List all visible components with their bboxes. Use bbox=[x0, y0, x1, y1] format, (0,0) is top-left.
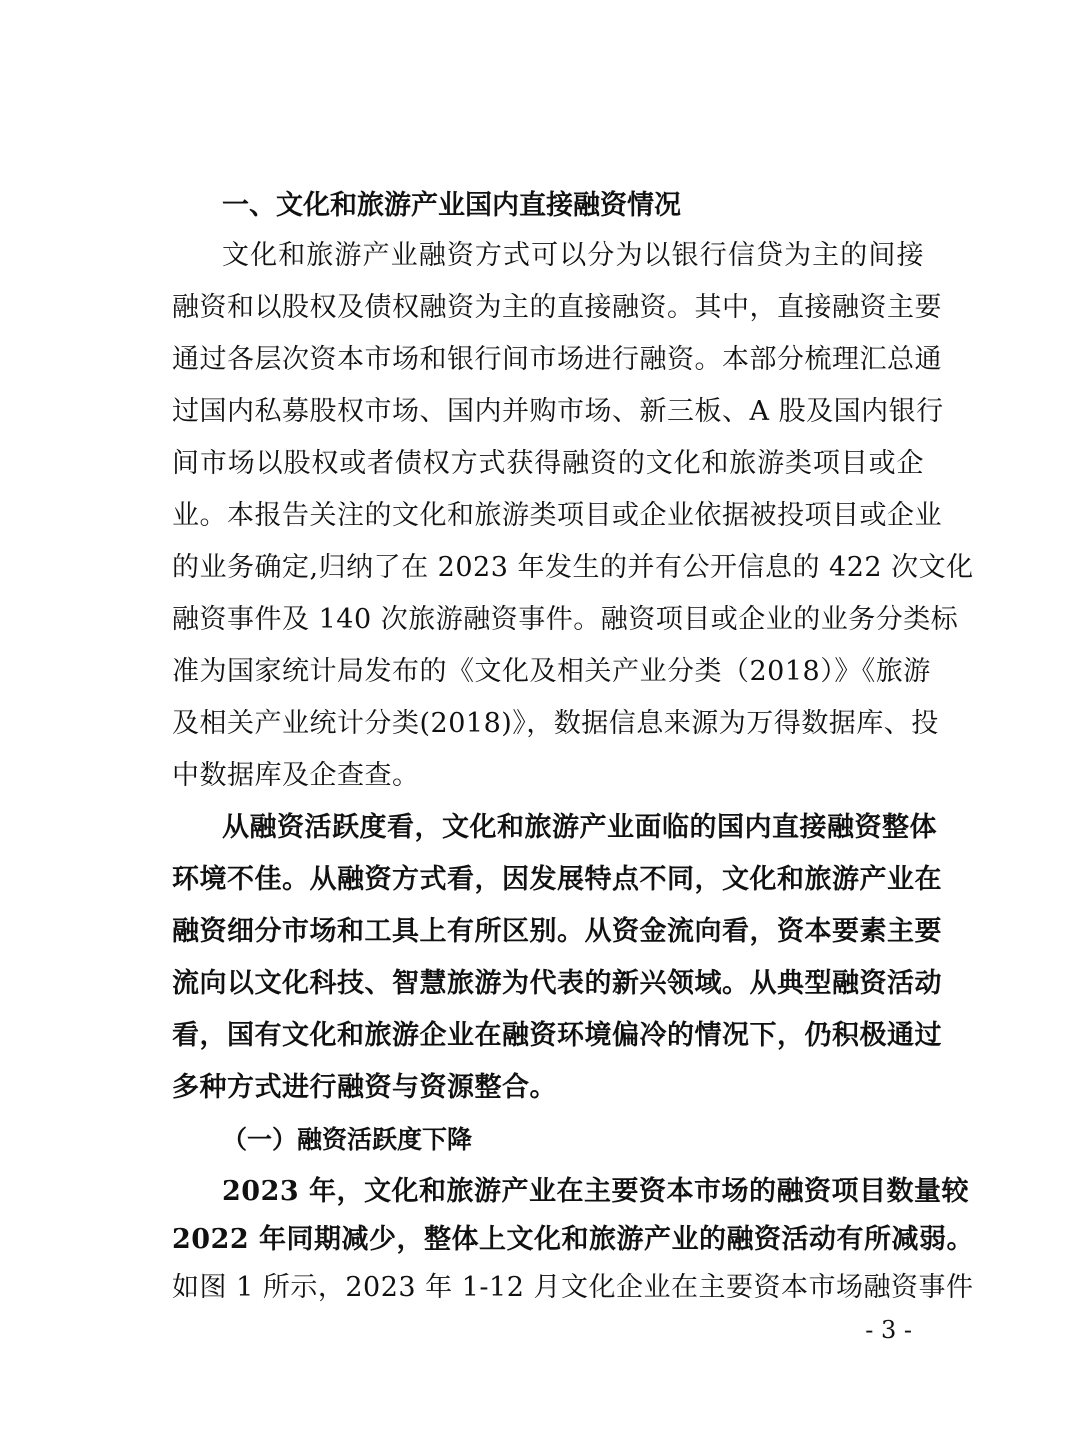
paragraph-2-line: 融资细分市场和工具上有所区别。从资金流向看，资本要素主要 bbox=[172, 916, 942, 947]
paragraph-1-line: 过国内私募股权市场、国内并购市场、新三板、A 股及国内银行 bbox=[172, 396, 944, 427]
paragraph-2-line: 从融资活跃度看，文化和旅游产业面临的国内直接融资整体 bbox=[222, 812, 937, 843]
paragraph-1-line: 及相关产业统计分类(2018)》，数据信息来源为万得数据库、投 bbox=[172, 708, 939, 739]
paragraph-3-line: 2023 年，文化和旅游产业在主要资本市场的融资项目数量较 bbox=[222, 1176, 970, 1207]
paragraph-2-line: 流向以文化科技、智慧旅游为代表的新兴领域。从典型融资活动 bbox=[172, 968, 942, 999]
subsection-heading: （一）融资活跃度下降 bbox=[222, 1125, 473, 1154]
paragraph-1-line: 准为国家统计局发布的《文化及相关产业分类（2018）》《旅游 bbox=[172, 656, 931, 687]
page-number: - 3 - bbox=[865, 1316, 912, 1344]
paragraph-1-line: 通过各层次资本市场和银行间市场进行融资。本部分梳理汇总通 bbox=[172, 344, 942, 375]
paragraph-3-line: 如图 1 所示，2023 年 1-12 月文化企业在主要资本市场融资事件 bbox=[172, 1272, 974, 1303]
paragraph-1-line: 融资和以股权及债权融资为主的直接融资。其中，直接融资主要 bbox=[172, 292, 942, 323]
paragraph-1-line: 融资事件及 140 次旅游融资事件。融资项目或企业的业务分类标 bbox=[172, 604, 959, 635]
paragraph-2-line: 多种方式进行融资与资源整合。 bbox=[172, 1072, 557, 1103]
paragraph-1-line: 文化和旅游产业融资方式可以分为以银行信贷为主的间接 bbox=[222, 240, 924, 271]
paragraph-2-line: 环境不佳。从融资方式看，因发展特点不同，文化和旅游产业在 bbox=[172, 864, 942, 895]
paragraph-1-line: 中数据库及企查查。 bbox=[172, 760, 420, 791]
paragraph-1-line: 业。本报告关注的文化和旅游类项目或企业依据被投项目或企业 bbox=[172, 500, 942, 531]
paragraph-1-line: 间市场以股权或者债权方式获得融资的文化和旅游类项目或企 bbox=[172, 448, 924, 479]
paragraph-1-line: 的业务确定,归纳了在 2023 年发生的并有公开信息的 422 次文化 bbox=[172, 552, 974, 583]
paragraph-2-line: 看，国有文化和旅游企业在融资环境偏冷的情况下，仍积极通过 bbox=[172, 1020, 942, 1051]
section-heading: 一、文化和旅游产业国内直接融资情况 bbox=[222, 190, 681, 221]
paragraph-3-line: 2022 年同期减少，整体上文化和旅游产业的融资活动有所减弱。 bbox=[172, 1224, 975, 1255]
